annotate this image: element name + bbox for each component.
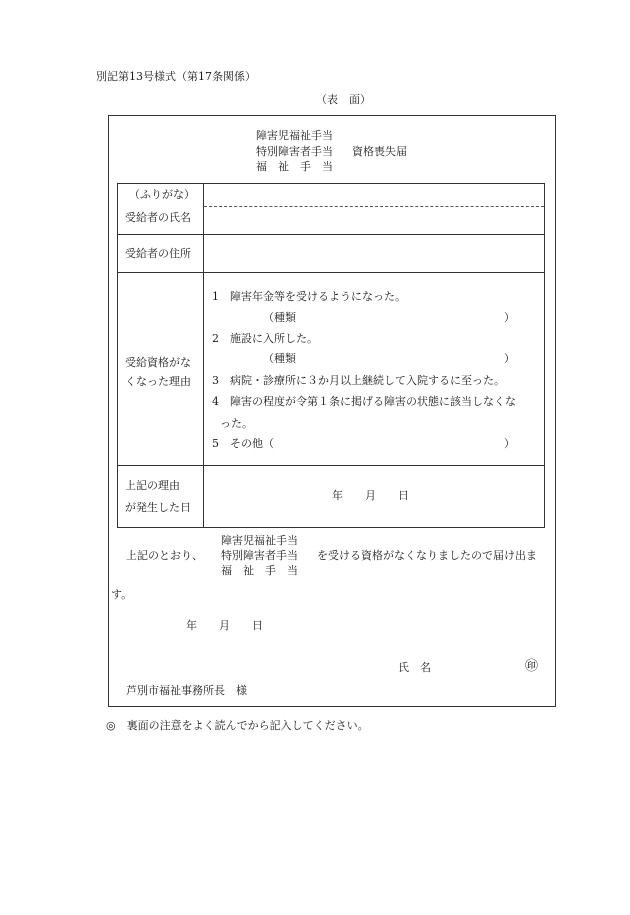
reason-label-line2: くなった理由 — [125, 375, 191, 388]
reason-label-line1: 受給資格がな — [125, 356, 191, 369]
declaration-allowance-child: 障害児福祉手当 — [221, 534, 298, 547]
table-row-divider — [117, 234, 545, 235]
submission-date-field[interactable]: 年 月 日 — [186, 619, 263, 632]
reason-4-line2: った。 — [220, 417, 253, 430]
reason-3: 3 病院・診療所に３か月以上継続して入院するに至った。 — [212, 374, 505, 387]
reason-1-type-close: ） — [504, 311, 515, 324]
form-side-label: （表 面） — [316, 93, 371, 106]
applicant-name-field[interactable] — [440, 658, 522, 676]
reason-1-type-open: （種類 — [263, 311, 296, 324]
furigana-field[interactable] — [206, 186, 542, 204]
recipient-name-label: 受給者の氏名 — [125, 211, 191, 224]
recipient-name-field[interactable] — [206, 209, 542, 231]
reason-1: 1 障害年金等を受けるようになった。 — [212, 290, 406, 303]
declaration-suffix: を受ける資格がなくなりましたので届け出ま — [317, 549, 537, 562]
furigana-divider — [204, 206, 544, 207]
declaration-prefix: 上記のとおり、 — [126, 549, 203, 562]
date-label-line2: が発生した日 — [125, 501, 191, 514]
occurrence-date-field[interactable]: 年 月 日 — [332, 489, 409, 502]
applicant-name-label: 氏 名 — [398, 661, 431, 674]
reason-4-line1: 4 障害の程度が令第１条に掲げる障害の状態に該当しなくな — [212, 395, 516, 408]
reason-2-type-open: （種類 — [263, 352, 296, 365]
recipient-address-field[interactable] — [206, 237, 542, 269]
title-allowance-welfare: 福 祉 手 当 — [256, 160, 333, 173]
declaration-allowance-welfare: 福 祉 手 当 — [221, 564, 298, 577]
title-allowance-child: 障害児福祉手当 — [256, 129, 333, 142]
footer-note: ◎ 裏面の注意をよく読んでから記入してください。 — [106, 719, 369, 732]
declaration-allowance-special: 特別障害者手当 — [221, 549, 298, 562]
furigana-label: （ふりがな） — [129, 188, 195, 201]
reason-5-close: ） — [504, 437, 515, 450]
reason-5: 5 その他（ — [212, 437, 274, 450]
declaration-continuation: す。 — [111, 588, 133, 601]
form-number: 別記第13号様式（第17条関係） — [96, 70, 256, 83]
form-title: 資格喪失届 — [352, 145, 407, 158]
seal-icon: ㊞ — [525, 659, 539, 674]
table-row-divider — [117, 272, 545, 273]
table-row-divider — [117, 465, 545, 466]
reason-2: 2 施設に入所した。 — [212, 332, 318, 345]
title-allowance-special: 特別障害者手当 — [256, 145, 333, 158]
date-label-line1: 上記の理由 — [125, 479, 180, 492]
addressee: 芦別市福祉事務所長 様 — [126, 684, 247, 697]
reason-2-type-close: ） — [504, 352, 515, 365]
recipient-address-label: 受給者の住所 — [125, 247, 191, 260]
